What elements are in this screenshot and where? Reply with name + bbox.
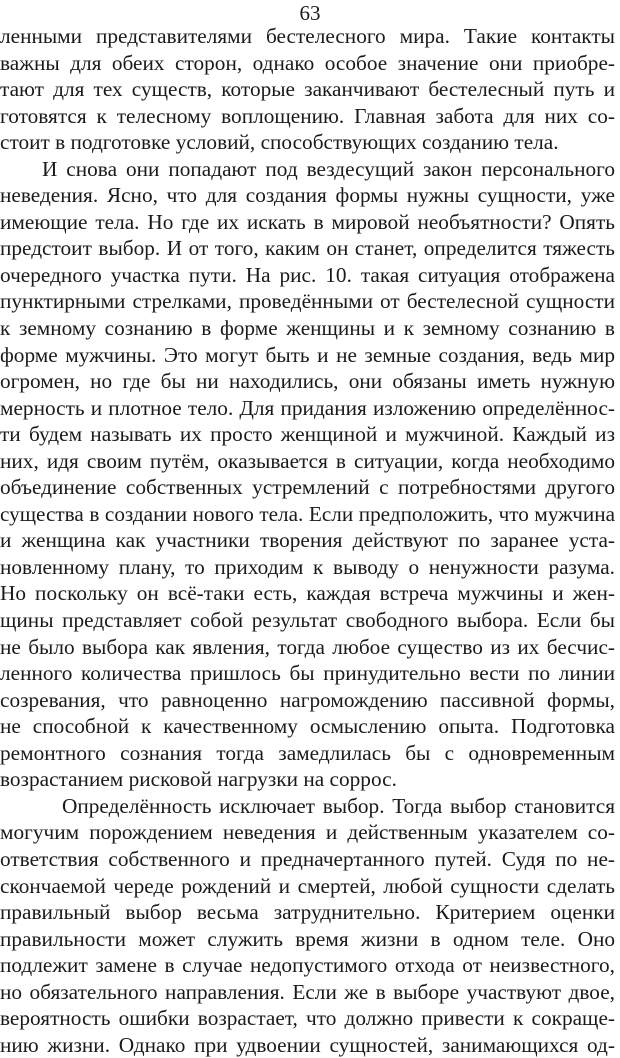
paragraph-start-line: Определённость исключает выбор. Тогда выбор становится — [62, 793, 615, 818]
text-line: готовятся к телесному воплощению. Главная забота для них со- — [0, 103, 615, 128]
text-line: правильности может служить время жизни в одном теле. Оно — [0, 926, 615, 951]
text-line: мерность и плотное тело. Для придания изложению определённос- — [0, 395, 615, 420]
text-line: имеющие тела. Но где их искать в мировой необъятности? Опять — [0, 209, 615, 234]
text-line: тают для тех существ, которые заканчивают бестелесный путь и — [0, 77, 615, 102]
text-line: скончаемой череде рождений и смертей, любой сущности сделать — [0, 873, 615, 898]
text-line: нию жизни. Однако при удвоении сущностей, занимающихся од- — [0, 1032, 615, 1057]
text-line: неведения. Ясно, что для создания формы нужны сущности, уже — [0, 183, 615, 208]
text-line: могучим порождением неведения и действенным указателем со- — [0, 820, 615, 845]
text-line: форме мужчины. Это могут быть и не земные создания, ведь мир — [0, 342, 615, 367]
paragraph-end-line: стоит в подготовке условий, способствующих созданию тела. — [0, 130, 559, 155]
text-line: правильный выбор весьма затруднительно. Критерием оценки — [0, 900, 615, 925]
text-line: не способной к качественному осмыслению опыта. Подготовка — [0, 714, 615, 739]
text-line: и женщина как участники творения действуют по заранее уста- — [0, 528, 615, 553]
text-line: созревания, что равноценно нагромождению пассивной формы, — [0, 687, 615, 712]
text-line: огромен, но где бы ни находились, они обязаны иметь нужную — [0, 369, 615, 394]
page-number: 63 — [299, 1, 321, 25]
text-line: ленного количества пришлось бы принудительно вести по линии — [0, 661, 615, 686]
paragraph-start-line: И снова они попадают под вездесущий закон персонального — [42, 156, 615, 181]
text-line: очередного участка пути. На рис. 10. такая ситуация отображена — [0, 262, 615, 287]
text-line: ленными представителями бестелесного мира. Такие контакты — [0, 24, 615, 48]
text-line: вероятность ошибки возрастает, что должно привести к сокраще- — [0, 1006, 615, 1031]
text-line: предстоит выбор. И от того, каким он станет, определится тяжесть — [0, 236, 615, 261]
page-body-text — [0, 23, 615, 1058]
text-line: пунктирными стрелками, проведёнными от бестелесной сущности — [0, 289, 615, 314]
text-line: подлежит замене в случае недопустимого отхода от неизвестного, — [0, 953, 615, 978]
text-line: но обязательного направления. Если же в выборе участвуют двое, — [0, 979, 615, 1004]
text-line: важны для обеих сторон, однако особое значение они приобре- — [0, 50, 615, 75]
text-line: существа в создании нового тела. Если предположить, что мужчина — [0, 501, 615, 526]
text-line: не было выбора как явления, тогда любое существо из их бесчис- — [0, 634, 615, 659]
text-line: щины представляет собой результат свободного выбора. Если бы — [0, 608, 615, 633]
text-line: к земному сознанию в форме женщины и к земному сознанию в — [0, 316, 615, 341]
text-line: Но поскольку он всё-таки есть, каждая встреча мужчины и жен- — [0, 581, 615, 606]
paragraph-end-line: возрастанием рисковой нагрузки на соррос. — [0, 767, 397, 792]
text-line: них, идя своим путём, оказывается в ситуации, когда необходимо — [0, 448, 615, 473]
text-line: ответствия собственного и предначертанного путей. Судя по не- — [0, 846, 615, 871]
text-line: объединение собственных устремлений с потребностями другого — [0, 475, 615, 500]
text-line: новленному плану, то приходим к выводу о ненужности разума. — [0, 554, 615, 579]
text-line: ремонтного сознания тогда замедлилась бы с одновременным — [0, 740, 615, 765]
text-line: ти будем называть их просто женщиной и мужчиной. Каждый из — [0, 422, 615, 447]
